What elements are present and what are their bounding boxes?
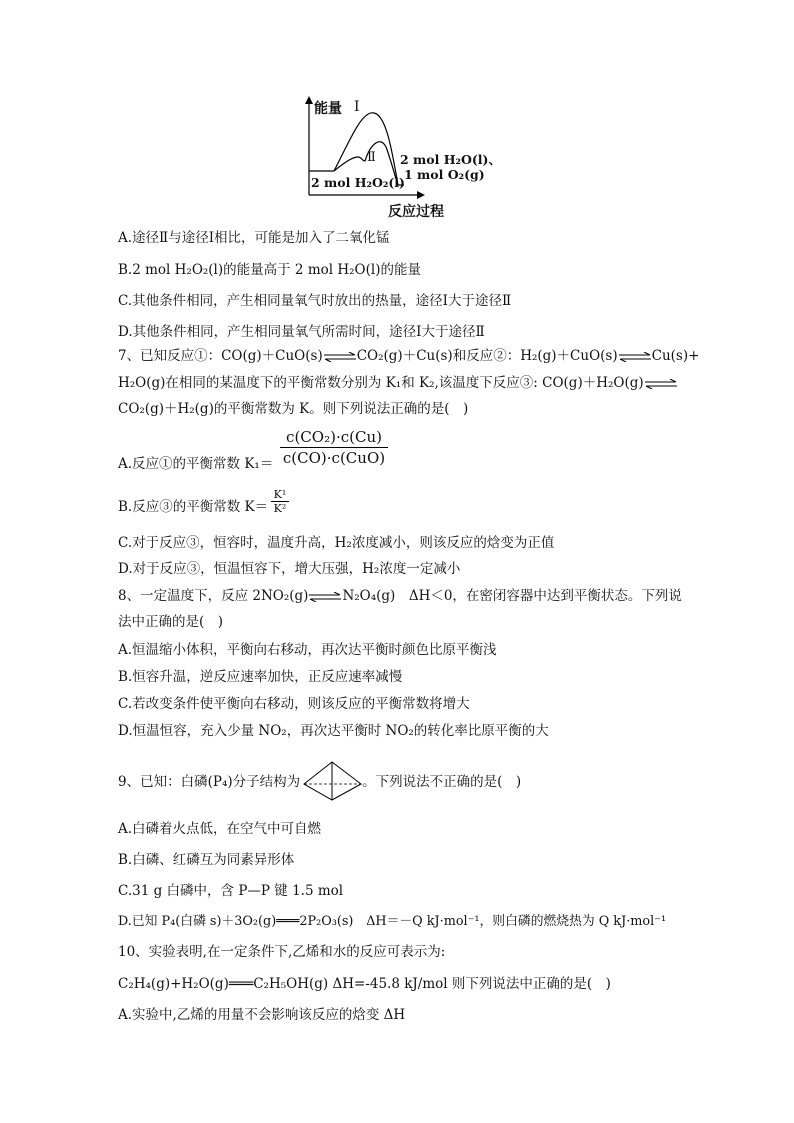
q7-option-b-prefix: B.反应③的平衡常数 K＝ <box>118 499 269 515</box>
q7-option-c: C.对于反应③，恒容时，温度升高，H₂浓度减小，则该反应的焓变为正值 <box>118 535 555 551</box>
q7-stem-line1 <box>118 347 699 365</box>
q7-stem-1b: CO₂(g)＋Cu(s)和反应②：H₂(g)＋CuO(s) <box>356 348 618 364</box>
q7-stem-line2 <box>118 374 678 392</box>
q7-stem-1a: 7、已知反应①：CO(g)＋CuO(s) <box>118 348 323 364</box>
q7-option-a <box>118 455 273 473</box>
x-axis-label: 反应过程 <box>388 204 444 220</box>
x-axis-arrow <box>417 191 425 199</box>
equilibrium-arrow-icon <box>618 352 652 362</box>
white-phosphorus-structure <box>302 760 364 802</box>
path-II-label: Ⅱ <box>367 150 376 165</box>
energy-diagram <box>300 95 510 220</box>
path-I-label: Ⅰ <box>354 99 360 115</box>
product-label-1: 2 mol H₂O(l)、 <box>400 152 501 167</box>
q8-option-a: A.恒温缩小体积，平衡向右移动，再次达平衡时颜色比原平衡浅 <box>118 642 497 658</box>
fraction-denominator: K² <box>273 502 287 515</box>
equilibrium-arrow-icon <box>323 352 357 362</box>
y-axis-label: 能量 <box>314 101 342 117</box>
q7-option-d: D.对于反应③，恒温恒容下，增大压强，H₂浓度一定减小 <box>118 561 461 577</box>
q8-stem-line2: 法中正确的是( ) <box>118 614 224 630</box>
q8-option-b: B.恒容升温，逆反应速率加快，正反应速率减慢 <box>118 669 403 685</box>
q7-option-a-prefix: A.反应①的平衡常数 K₁＝ <box>118 456 274 472</box>
q6-option-c: C.其他条件相同，产生相同量氧气时放出的热量，途径Ⅰ大于途径Ⅱ <box>118 293 512 309</box>
equilibrium-arrow-icon <box>644 379 678 389</box>
tetrahedron-icon <box>302 760 364 802</box>
q7-option-a-fraction <box>278 428 390 467</box>
q7-stem-2a: H₂O(g)在相同的某温度下的平衡常数分别为 K₁和 K₂,该温度下反应③: CO(g)＋H₂O(g) <box>118 375 644 391</box>
q9-option-d: D.已知 P₄(白磷 s)＋3O₂(g)═══2P₂O₃(s) ΔH＝－Q kJ·mol⁻¹，则白磷的燃烧热为 Q kJ·mol⁻¹ <box>118 914 667 929</box>
q9-option-c: C.31 g 白磷中，含 P—P 键 1.5 mol <box>118 883 344 899</box>
q8-option-c: C.若改变条件使平衡向右移动，则该反应的平衡常数将增大 <box>118 696 470 712</box>
q9-stem-a: 9、已知：白磷(P₄)分子结构为 <box>118 774 301 790</box>
q8-stem-line1 <box>118 587 682 605</box>
q8-stem-1b: N₂O₄(g) ΔH＜0，在密闭容器中达到平衡状态。下列说 <box>342 588 682 604</box>
q7-option-b <box>118 498 268 516</box>
q6-option-b: B.2 mol H₂O₂(l)的能量高于 2 mol H₂O(l)的能量 <box>118 262 421 278</box>
fraction-denominator: c(CO)·c(CuO) <box>282 449 386 467</box>
q9-option-a: A.白磷着火点低，在空气中可自燃 <box>118 821 322 837</box>
q9-option-b: B.白磷、红磷互为同素异形体 <box>118 852 295 868</box>
product-label-2: 1 mol O₂(g) <box>404 167 485 182</box>
q10-option-a: A.实验中,乙烯的用量不会影响该反应的焓变 ΔH <box>118 1007 406 1023</box>
q8-stem-1a: 8、一定温度下，反应 2NO₂(g) <box>118 588 309 604</box>
q8-option-d: D.恒温恒容，充入少量 NO₂，再次达平衡时 NO₂的转化率比原平衡的大 <box>118 723 549 739</box>
y-axis-arrow <box>305 96 313 104</box>
reactant-label: 2 mol H₂O₂(l) <box>311 175 405 190</box>
q6-option-d: D.其他条件相同，产生相同量氧气所需时间，途径Ⅰ大于途径Ⅱ <box>118 324 485 340</box>
q6-option-a: A.途径Ⅱ与途径Ⅰ相比，可能是加入了二氧化锰 <box>118 230 390 246</box>
q9-stem-b: 。下列说法不正确的是( ) <box>362 774 522 790</box>
q10-equation: C₂H₄(g)+H₂O(g)═══C₂H₅OH(g) ΔH=-45.8 kJ/mol 则下列说法中正确的是( ) <box>118 976 611 992</box>
q7-stem-1c: Cu(s)+ <box>651 348 700 364</box>
fraction-numerator: K¹ <box>273 488 287 501</box>
equilibrium-arrow-icon <box>308 592 342 602</box>
q10-stem: 10、实验表明,在一定条件下,乙烯和水的反应可表示为: <box>118 944 446 960</box>
fraction-numerator: c(CO₂)·c(Cu) <box>286 428 382 446</box>
fraction-bar <box>280 447 388 448</box>
q7-option-b-fraction <box>271 488 289 515</box>
q7-stem-line3: CO₂(g)＋H₂(g)的平衡常数为 K。则下列说法正确的是( ) <box>118 401 469 417</box>
